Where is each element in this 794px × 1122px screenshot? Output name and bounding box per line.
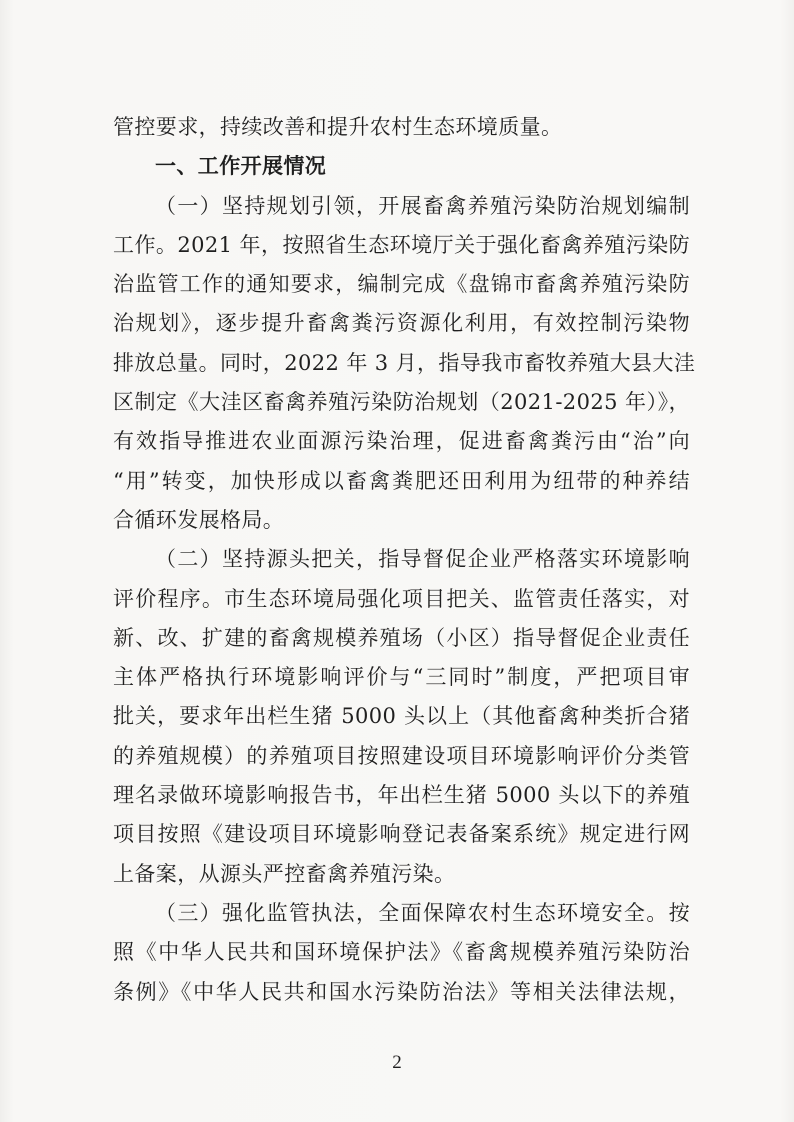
paragraph-line: 管控要求，持续改善和提升农村生态环境质量。: [113, 115, 563, 139]
paragraph-line: 区制定《大洼区畜禽养殖污染防治规划（2021-2025 年）》，: [113, 390, 690, 415]
paragraph-line: 上备案，从源头严控畜禽养殖污染。: [113, 861, 456, 886]
paragraph-line: 主体严格执行环境影响评价与“三同时”制度，严把项目审: [113, 665, 690, 690]
paragraph-line: 排放总量。同时，2022 年 3 月，指导我市畜牧养殖大县大洼: [113, 350, 696, 375]
paragraph-line: 新、改、扩建的畜禽规模养殖场（小区）指导督促企业责任: [113, 625, 690, 650]
paragraph-line: 项目按照《建设项目环境影响登记表备案系统》规定进行网: [113, 822, 690, 847]
paragraph-line: 评价程序。市生态环境局强化项目把关、监管责任落实，对: [113, 586, 690, 611]
paragraph-line: 照《中华人民共和国环境保护法》《畜禽规模养殖污染防治: [113, 940, 690, 965]
paragraph-line: 条例》《中华人民共和国水污染防治法》等相关法律法规，: [113, 979, 690, 1004]
page-number: 2: [392, 1052, 402, 1073]
paragraph-line: （一）坚持规划引领，开展畜禽养殖污染防治规划编制: [155, 193, 690, 218]
paragraph-line: （三）强化监管执法，全面保障农村生态环境安全。按: [155, 900, 690, 925]
document-body: [113, 108, 696, 1012]
paragraph-line: 治监管工作的通知要求，编制完成《盘锦市畜禽养殖污染防: [113, 272, 690, 297]
paragraph-line: 的养殖规模）的养殖项目按照建设项目环境影响评价分类管: [113, 743, 690, 768]
paragraph-line: 批关，要求年出栏生猪 5000 头以上（其他畜禽种类折合猪: [113, 704, 690, 729]
section-heading: 一、工作开展情况: [155, 154, 327, 179]
paragraph-line: “用”转变，加快形成以畜禽粪肥还田利用为纽带的种养结: [113, 468, 690, 493]
paragraph-line: 工作。2021 年，按照省生态环境厅关于强化畜禽养殖污染防: [113, 232, 690, 257]
paragraph-line: （二）坚持源头把关，指导督促企业严格落实环境影响: [155, 547, 690, 572]
paragraph-line: 治规划》，逐步提升畜禽粪污资源化利用，有效控制污染物: [113, 311, 690, 336]
paragraph-line: 理名录做环境影响报告书，年出栏生猪 5000 头以下的养殖: [113, 783, 690, 808]
paragraph-line: 合循环发展格局。: [113, 507, 285, 532]
paragraph-line: 有效指导推进农业面源污染治理，促进畜禽粪污由“治”向: [113, 429, 690, 454]
